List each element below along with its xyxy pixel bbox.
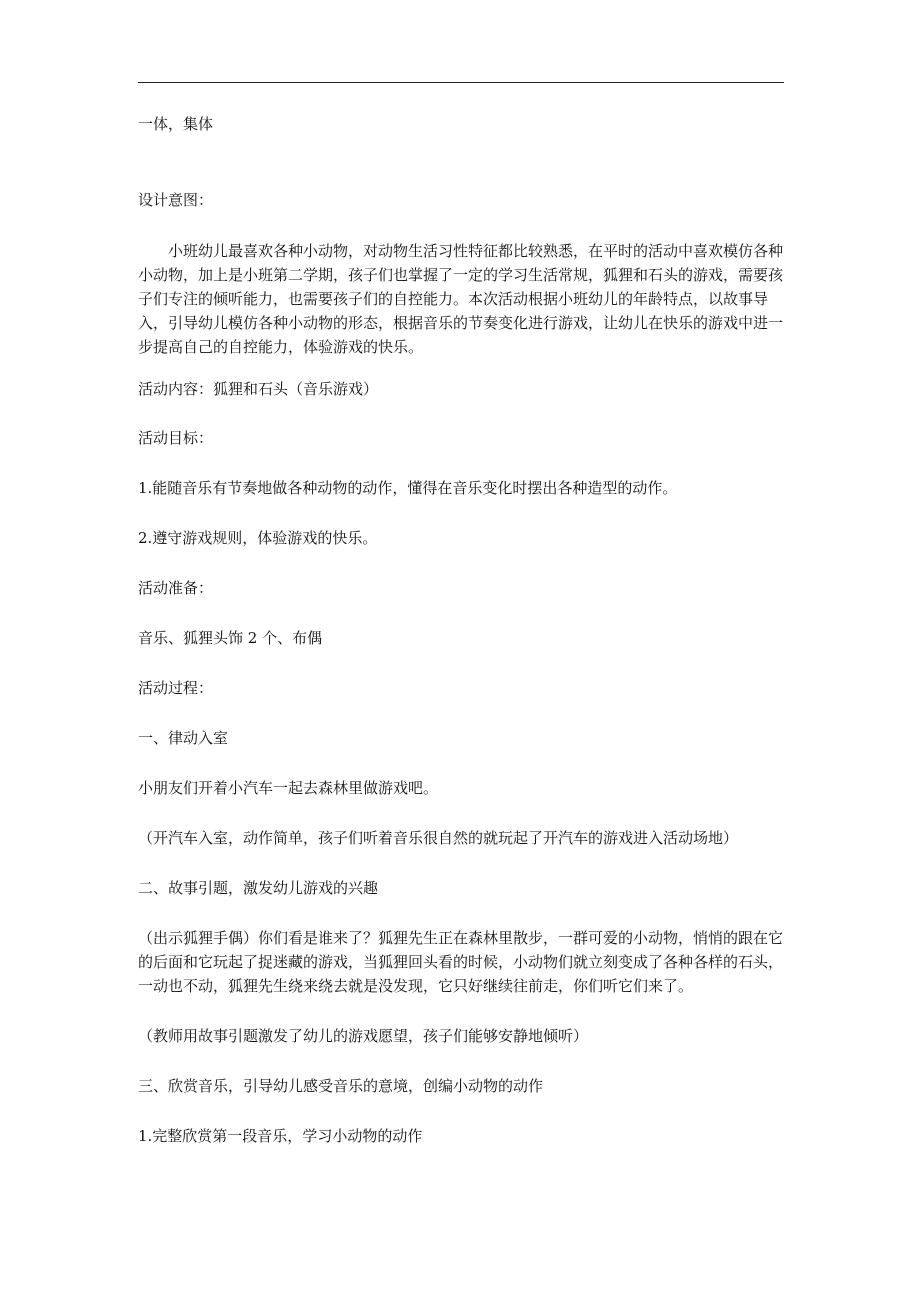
header-rule <box>138 82 784 83</box>
goal-item: 1.能随音乐有节奏地做各种动物的动作，懂得在音乐变化时摆出各种造型的动作。 <box>138 479 678 497</box>
preparation-list: 音乐、狐狸头饰 2 个、布偶 <box>138 629 323 647</box>
process-step-heading: 二、故事引题，激发幼儿游戏的兴趣 <box>138 879 379 897</box>
section-heading-process: 活动过程： <box>138 679 214 697</box>
process-substep: 1.完整欣赏第一段音乐，学习小动物的动作 <box>138 1127 423 1145</box>
section-heading-preparation: 活动准备： <box>138 579 214 597</box>
process-step-heading: 一、律动入室 <box>138 729 229 747</box>
process-text: （出示狐狸手偶）你们看是谁来了？狐狸先生正在森林里散步，一群可爱的小动物，悄悄的跟在它的后面和它玩起了捉迷藏的游戏，当狐狸回头看的时候，小动物们就立刻变成了各种各样的石头，一动也不动，狐狸先生绕来绕去就是没发现，它只好继续往前走，你们听它们来了。 <box>138 929 784 995</box>
goal-item: 2.遵守游戏规则，体验游戏的快乐。 <box>138 529 378 547</box>
text-line: 一体，集体 <box>138 115 214 133</box>
process-text: 小朋友们开着小汽车一起去森林里做游戏吧。 <box>138 779 439 797</box>
paragraph-design-intent: 小班幼儿最喜欢各种小动物，对动物生活习性特征都比较熟悉，在平时的活动中喜欢模仿各种小动物，加上是小班第二学期，孩子们也掌握了一定的学习生活常规，狐狸和石头的游戏，需要孩子们专注的倾听能力，也需要孩子们的自控能力。本次活动根据小班幼儿的年龄特点，以故事导入，引导幼儿模仿各种小动物的形态，根据音乐的节奏变化进行游戏，让幼儿在快乐的游戏中进一步提高自己的自控能力，体验游戏的快乐。 <box>138 242 784 356</box>
section-heading-design-intent: 设计意图： <box>138 191 214 209</box>
document-body <box>138 112 788 1148</box>
process-step-heading: 三、欣赏音乐，引导幼儿感受音乐的意境，创编小动物的动作 <box>138 1077 544 1095</box>
process-note: （教师用故事引题激发了幼儿的游戏愿望，孩子们能够安静地倾听） <box>138 1027 589 1045</box>
activity-content: 活动内容：狐狸和石头（音乐游戏） <box>138 380 379 398</box>
section-heading-goals: 活动目标： <box>138 429 214 447</box>
process-note: （开汽车入室，动作简单，孩子们听着音乐很自然的就玩起了开汽车的游戏进入活动场地） <box>138 829 739 847</box>
